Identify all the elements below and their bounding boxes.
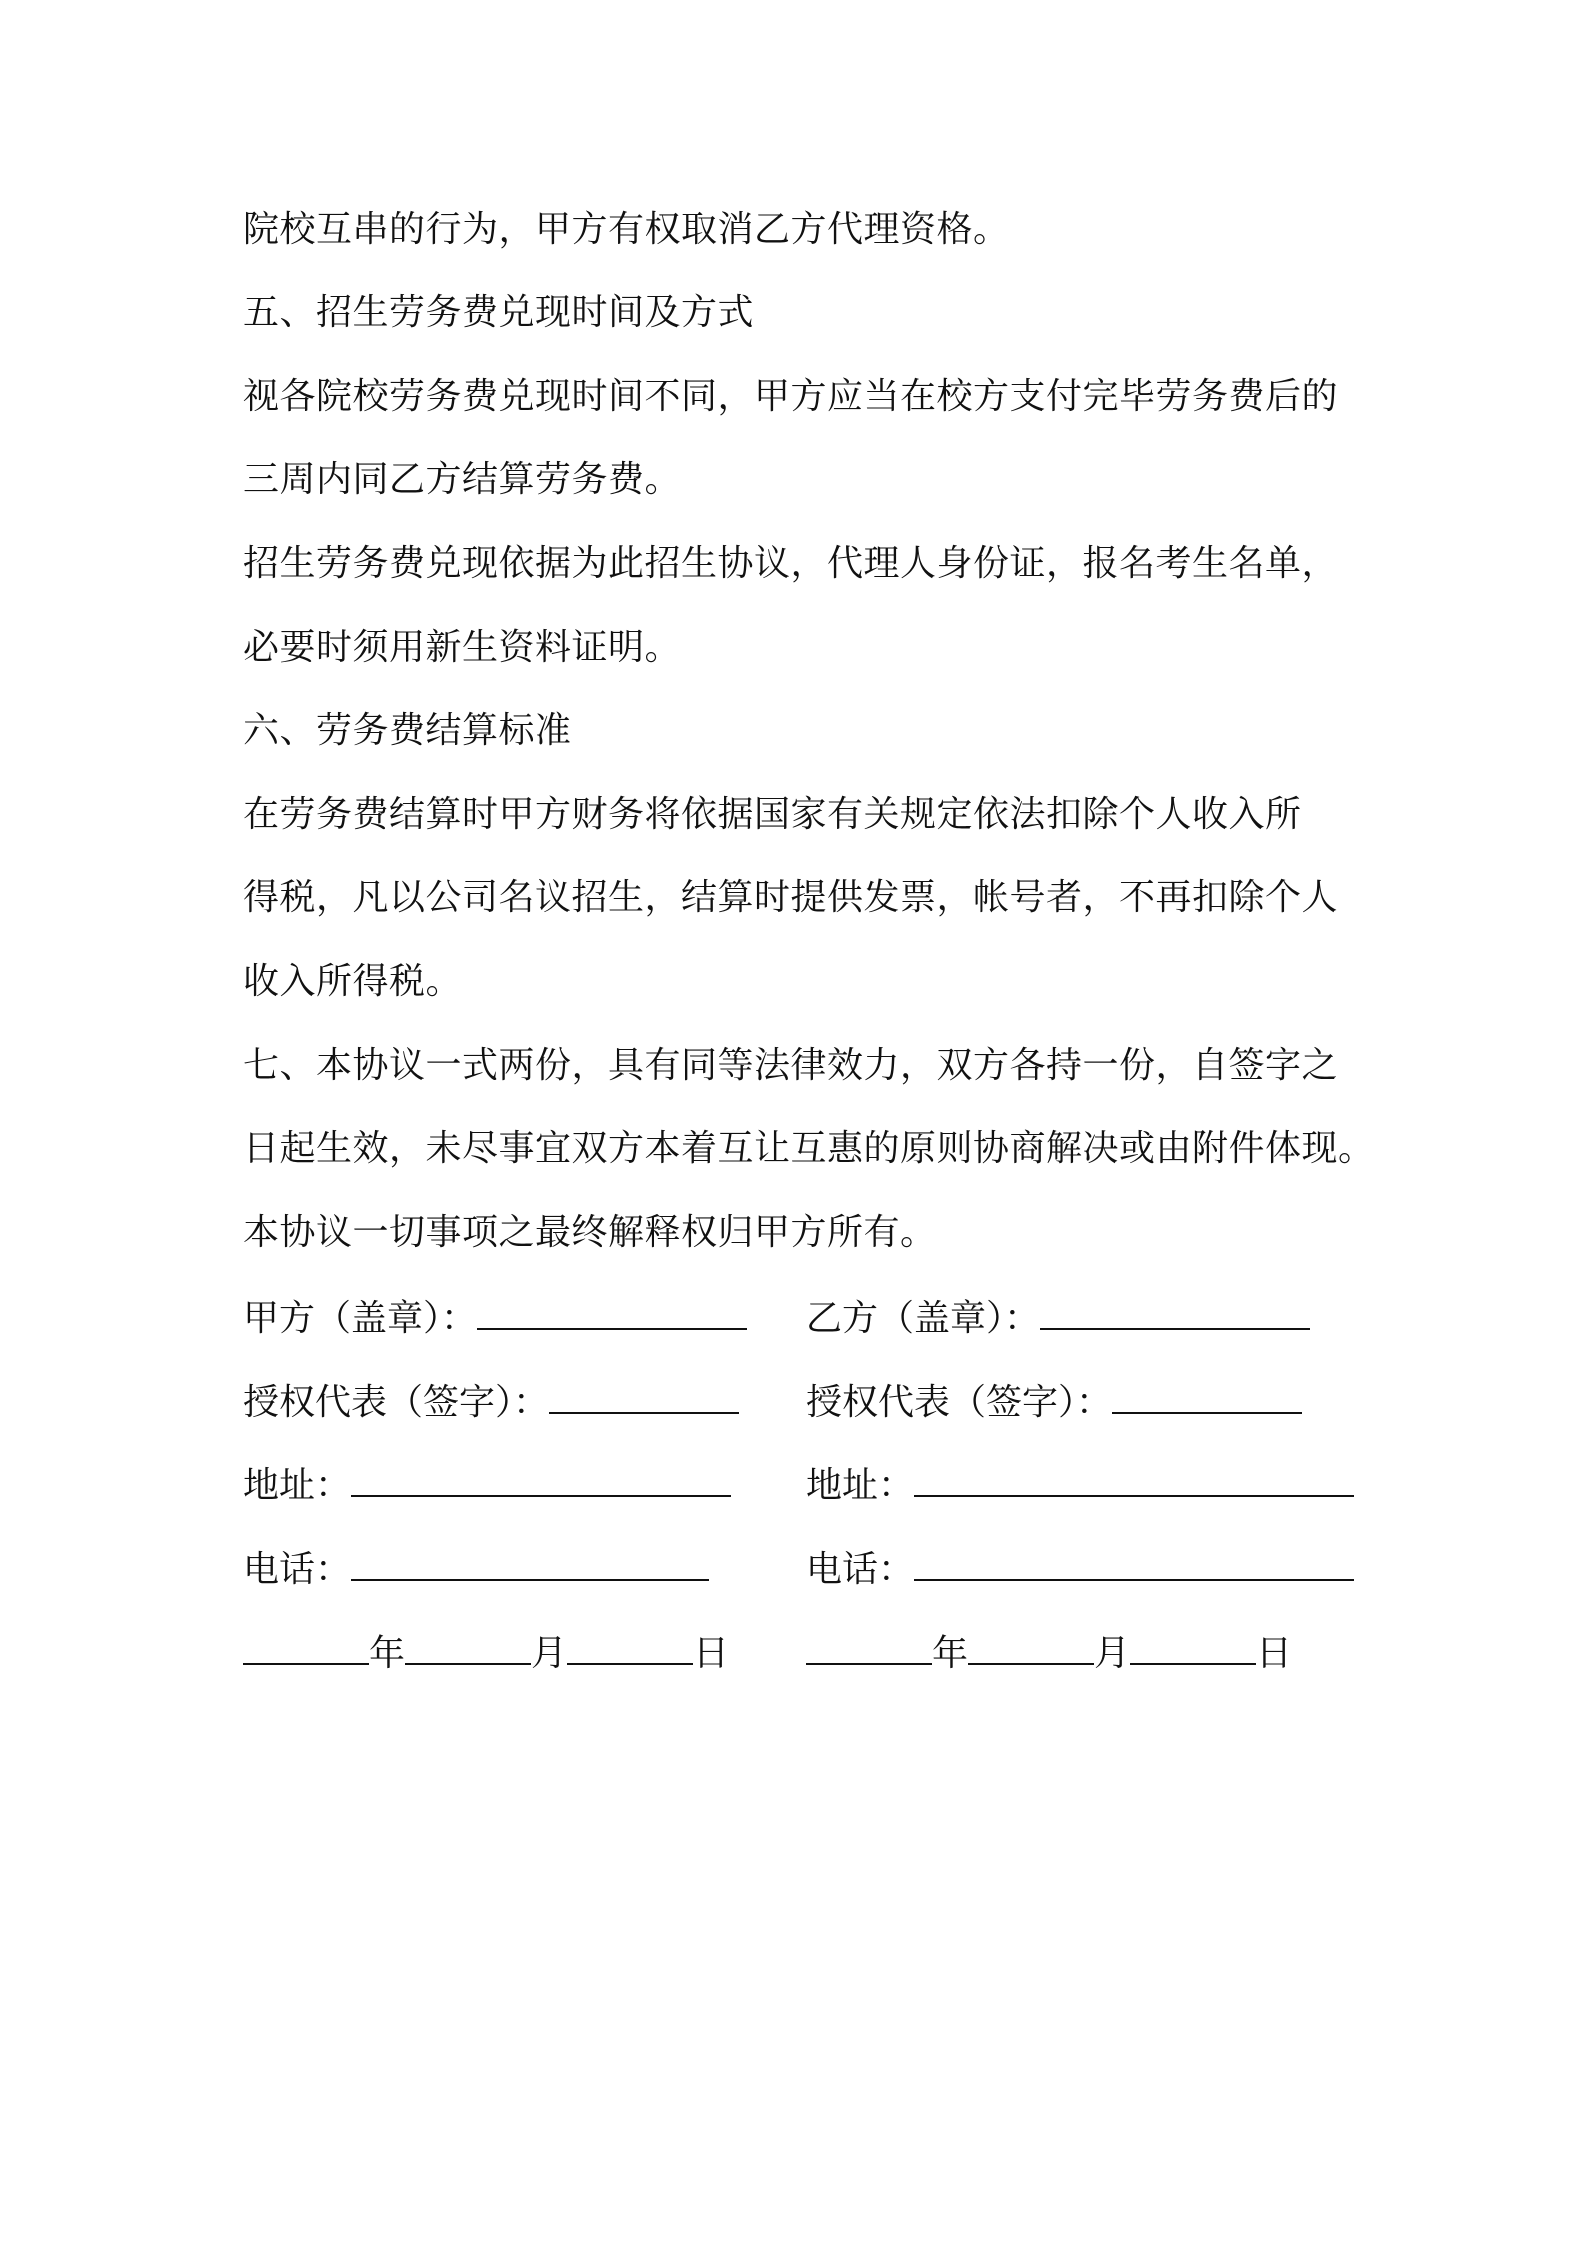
- party-a-address-blank[interactable]: [351, 1461, 731, 1497]
- party-b-seal: [806, 1294, 1310, 1341]
- seal-row: [243, 1294, 1373, 1338]
- party-b-address: [806, 1461, 1354, 1508]
- section-heading-6: 六、劳务费结算标准: [243, 710, 572, 751]
- paragraph-line: 得税，凡以公司名议招生，结算时提供发票，帐号者，不再扣除个人: [243, 877, 1339, 918]
- party-a-representative-label: 授权代表（签字）：: [243, 1382, 550, 1423]
- party-b-month-blank[interactable]: [968, 1629, 1094, 1665]
- address-row: [243, 1461, 1373, 1505]
- party-b-representative-label: 授权代表（签字）：: [806, 1382, 1113, 1423]
- party-b-representative-blank[interactable]: [1112, 1378, 1302, 1414]
- party-b-representative: [806, 1378, 1302, 1425]
- paragraph-line: 必要时须用新生资料证明。: [243, 627, 682, 668]
- party-b-day-blank[interactable]: [1130, 1629, 1256, 1665]
- party-a-year-blank[interactable]: [243, 1629, 369, 1665]
- paragraph-line: 三周内同乙方结算劳务费。: [243, 459, 682, 500]
- party-a-address-label: 地址：: [243, 1465, 352, 1506]
- party-b-year-blank[interactable]: [806, 1629, 932, 1665]
- party-a-phone: [243, 1545, 709, 1592]
- section-heading-7: 七、本协议一式两份，具有同等法律效力，双方各持一份，自签字之: [243, 1045, 1339, 1086]
- party-a-representative: [243, 1378, 739, 1425]
- day-label: 日: [1256, 1633, 1293, 1674]
- representative-row: [243, 1378, 1373, 1422]
- paragraph-line: 视各院校劳务费兑现时间不同，甲方应当在校方支付完毕劳务费后的: [243, 376, 1339, 417]
- party-b-address-label: 地址：: [806, 1465, 915, 1506]
- party-a-day-blank[interactable]: [567, 1629, 693, 1665]
- section-heading-5: 五、招生劳务费兑现时间及方式: [243, 292, 755, 333]
- party-a-seal-blank[interactable]: [477, 1294, 747, 1330]
- paragraph-line: 收入所得税。: [243, 961, 463, 1002]
- party-a-phone-blank[interactable]: [351, 1545, 709, 1581]
- party-a-seal: [243, 1294, 747, 1341]
- party-b-phone: [806, 1545, 1354, 1592]
- day-label: 日: [693, 1633, 730, 1674]
- year-label: 年: [369, 1633, 406, 1674]
- party-b-address-blank[interactable]: [914, 1461, 1354, 1497]
- paragraph-line: 招生劳务费兑现依据为此招生协议，代理人身份证，报名考生名单，: [243, 543, 1339, 584]
- party-b-phone-label: 电话：: [806, 1549, 915, 1590]
- party-b-seal-label: 乙方（盖章）：: [806, 1298, 1041, 1339]
- paragraph-line: 在劳务费结算时甲方财务将依据国家有关规定依法扣除个人收入所: [243, 794, 1302, 835]
- party-a-date: [243, 1629, 729, 1676]
- paragraph-line: 日起生效，未尽事宜双方本着互让互惠的原则协商解决或由附件体现。: [243, 1128, 1375, 1169]
- paragraph-line: 院校互串的行为，甲方有权取消乙方代理资格。: [243, 209, 1010, 250]
- party-b-seal-blank[interactable]: [1040, 1294, 1310, 1330]
- month-label: 月: [531, 1633, 568, 1674]
- party-a-seal-label: 甲方（盖章）：: [243, 1298, 478, 1339]
- date-row: [243, 1629, 1373, 1673]
- party-b-date: [806, 1629, 1292, 1676]
- paragraph-line: 本协议一切事项之最终解释权归甲方所有。: [243, 1212, 937, 1253]
- phone-row: [243, 1545, 1373, 1589]
- party-a-address: [243, 1461, 731, 1508]
- year-label: 年: [932, 1633, 969, 1674]
- party-b-phone-blank[interactable]: [914, 1545, 1354, 1581]
- party-a-month-blank[interactable]: [405, 1629, 531, 1665]
- party-a-phone-label: 电话：: [243, 1549, 352, 1590]
- month-label: 月: [1094, 1633, 1131, 1674]
- party-a-representative-blank[interactable]: [549, 1378, 739, 1414]
